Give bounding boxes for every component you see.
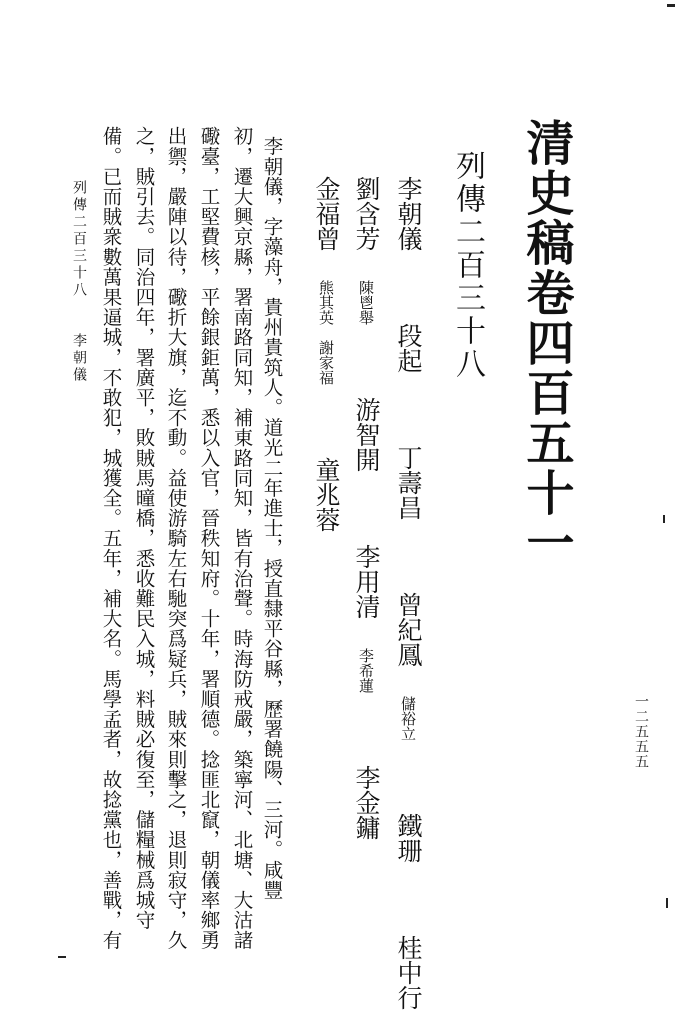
toc-name: 童兆蓉 xyxy=(312,457,341,532)
toc-sub-name: 李希蓮 xyxy=(357,648,375,693)
toc-sub-name: 儲裕立 xyxy=(399,696,417,741)
toc-name: 游智開 xyxy=(352,397,381,472)
body-line-3: 礮臺，工堅費核，平餘銀鉅萬，悉以入官，晉秩知府。十年，署順德。捻匪北竄，朝儀率鄉勇 xyxy=(197,126,221,951)
toc-sub-name: 陳鬯舉 xyxy=(357,280,375,325)
body-line-6: 備。已而賊衆數萬果逼城，不敢犯，城獲全。五年，補大名。馬學孟者，故捻黨也，善戰，有 xyxy=(99,126,123,951)
scan-speck xyxy=(58,956,66,958)
toc-sub-name: 熊其英 謝家福 xyxy=(317,280,335,385)
body-line-2: 初，遷大興京縣，署南路同知，補東路同知，皆有治聲。時海防戒嚴，築寧河、北塘、大沽諸 xyxy=(230,126,254,951)
toc-column-2 xyxy=(354,176,379,840)
page-number: 一二五五五 xyxy=(633,694,649,769)
body-line-5: 之，賊引去。同治四年，署廣平，敗賊馬曈橋，悉收難民入城，料賊必復至，儲糧械爲城守 xyxy=(132,126,156,930)
toc-name: 李朝儀 xyxy=(394,176,423,251)
toc-name: 李用清 xyxy=(352,544,381,619)
scan-speck xyxy=(667,4,675,7)
toc-name: 桂中行 xyxy=(394,935,423,1010)
toc-column-1 xyxy=(396,176,421,1010)
toc-name: 段起 xyxy=(394,323,423,373)
volume-title: 清史稿卷四百五十一 xyxy=(518,118,574,568)
toc-column-3 xyxy=(314,176,339,532)
toc-name: 劉含芳 xyxy=(352,176,381,251)
margin-running-head: 列傳二百三十八 李朝儀 xyxy=(71,180,87,384)
chapter-title: 列傳二百三十八 xyxy=(450,150,485,381)
scan-speck xyxy=(666,898,668,908)
body-line-4: 出禦，嚴陣以待，礮折大旗，迄不動。益使游騎左右馳突爲疑兵，賊來則擊之，退則寂守，久 xyxy=(164,126,188,951)
toc-name: 李金鏞 xyxy=(352,765,381,840)
body-line-1: 李朝儀，字藻舟，貴州貴筑人。道光二年進士，授直隸平谷縣，歷署饒陽、三河。咸豐 xyxy=(260,136,284,900)
scan-speck xyxy=(663,515,665,523)
toc-name: 曾紀鳳 xyxy=(394,592,423,667)
toc-name: 鐵珊 xyxy=(394,813,423,863)
toc-name: 丁壽昌 xyxy=(394,445,423,520)
toc-name: 金福曾 xyxy=(312,176,341,251)
